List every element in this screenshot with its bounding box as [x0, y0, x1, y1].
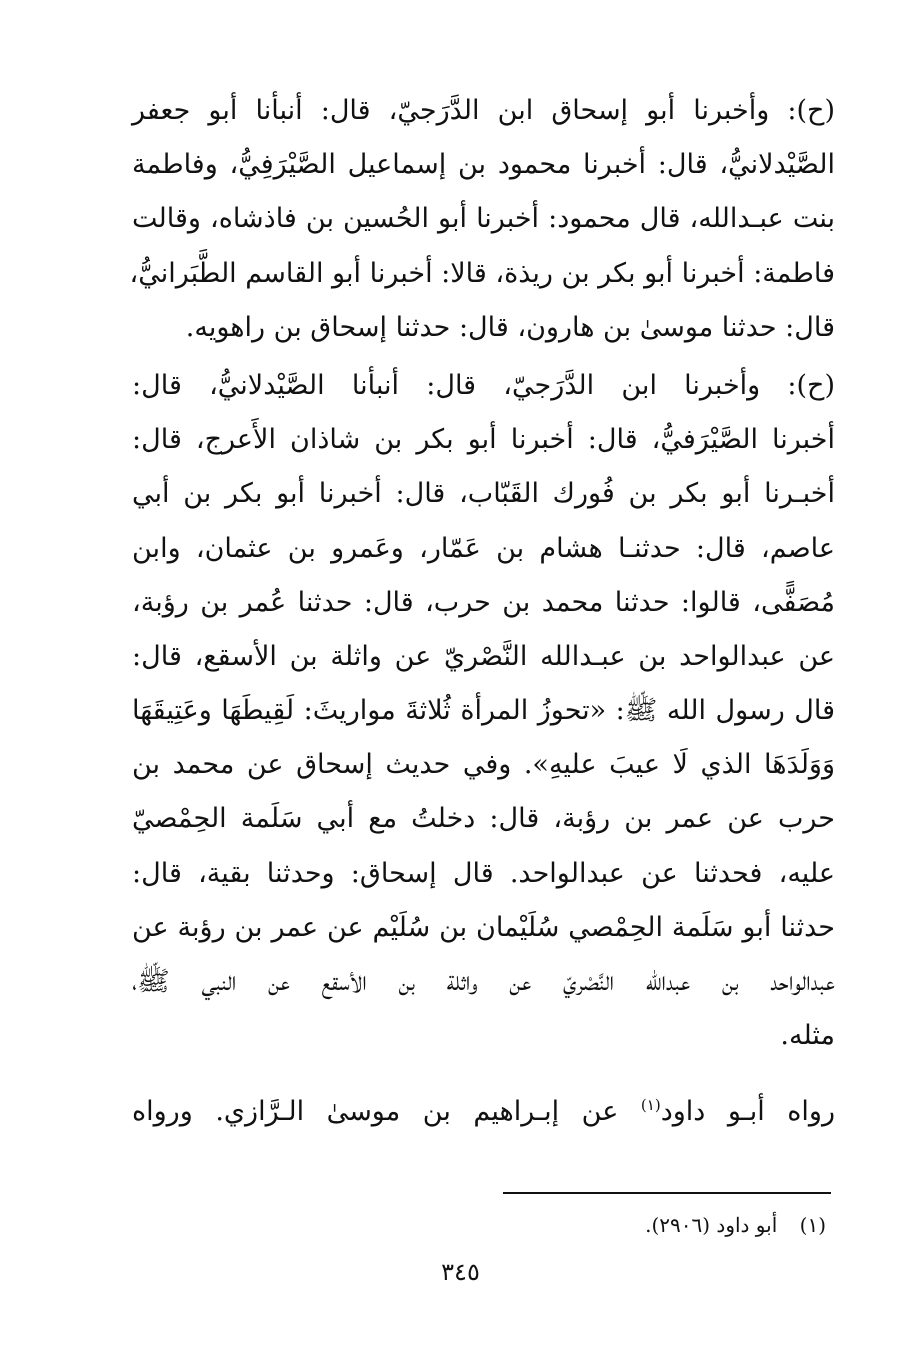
text-line: قال: حدثنا موسىٰ بن هارون، قال: حدثنا إسحاق بن راهويه.: [185, 311, 835, 343]
text-line: عن عبدالواحد بن عبـدالله النَّصْريّ عن واثلة بن الأسقع، قال:: [132, 640, 835, 672]
text-line: مثله.: [780, 1020, 835, 1052]
text-line: بنت عبـدالله، قال محمود: أخبرنا أبو الحُسين بن فاذشاه، وقالت: [132, 203, 835, 235]
footnote-marker: (١): [640, 1096, 661, 1114]
footnote-divider: [503, 1192, 831, 1194]
text-segment: عن إبـراهيم بن موسىٰ الـرَّازي. ورواه: [132, 1096, 641, 1127]
text-line: (ح): وأخبرنا أبو إسحاق ابن الدَّرَجيّ، قال: أنبأنا أبو جعفر: [132, 95, 835, 126]
text-line: عليه، فحدثنا عن عبدالواحد. قال إسحاق: وحدثنا بقية، قال:: [132, 857, 835, 889]
footnote: [645, 1210, 826, 1240]
footnote-number: (١): [799, 1213, 826, 1237]
paragraph-3: [132, 1085, 835, 1139]
paragraph-1: [129, 84, 835, 355]
main-text: [129, 84, 835, 1063]
text-line: حدثنا أبو سَلَمة الحِمْصي سُلَيْمان بن سُلَيْم عن عمر بن رؤبة عن: [132, 911, 835, 943]
paragraph-2: [132, 359, 835, 1063]
text-segment: رواه أبـو داود: [660, 1096, 836, 1127]
text-line: حرب عن عمر بن رؤبة، قال: دخلتُ مع أبي سَلَمة الحِمْصيّ: [132, 803, 835, 835]
footnote-text: أبو داود (٢٩٠٦).: [645, 1213, 778, 1237]
text-line: [132, 1085, 835, 1139]
text-line: عبدالواحد بن عبدالله النَّصْريّ عن واثلة بن الأسقع عن النبي ﷺ،: [132, 966, 835, 997]
page-number: ٣٤٥: [441, 1258, 480, 1286]
text-line: الصَّيْدلانيُّ، قال: أخبرنا محمود بن إسماعيل الصَّيْرَفِيُّ، وفاطمة: [132, 149, 835, 181]
text-line: وَوَلَدَهَا الذي لَا عيبَ عليهِ». وفي حديث إسحاق عن محمد بن: [132, 749, 835, 781]
text-line: أخبرنا الصَّيْرَفيُّ، قال: أخبرنا أبو بكر بن شاذان الأَعرج، قال:: [132, 424, 835, 456]
text-line: أخبـرنا أبو بكر بن فُورك القَبّاب، قال: أخبرنا أبو بكر بن أبي: [132, 478, 835, 510]
text-line: مُصَفًّى، قالوا: حدثنا محمد بن حرب، قال: حدثنا عُمر بن رؤبة،: [132, 586, 835, 618]
text-line: قال رسول الله ﷺ: «تحوزُ المرأة ثُلاثةَ مواريثَ: لَقِيطَهَا وعَتِيقَهَا: [132, 695, 835, 727]
text-line: عاصم، قال: حدثنـا هشام بن عَمّار، وعَمرو بن عثمان، وابن: [132, 532, 835, 564]
text-line: فاطمة: أخبرنا أبو بكر بن ريذة، قالا: أخبرنا أبو القاسم الطَّبَرانيُّ،: [129, 257, 835, 289]
text-line: (ح): وأخبرنا ابن الدَّرَجيّ، قال: أنبأنا الصَّيْدلانيُّ، قال:: [132, 369, 835, 401]
